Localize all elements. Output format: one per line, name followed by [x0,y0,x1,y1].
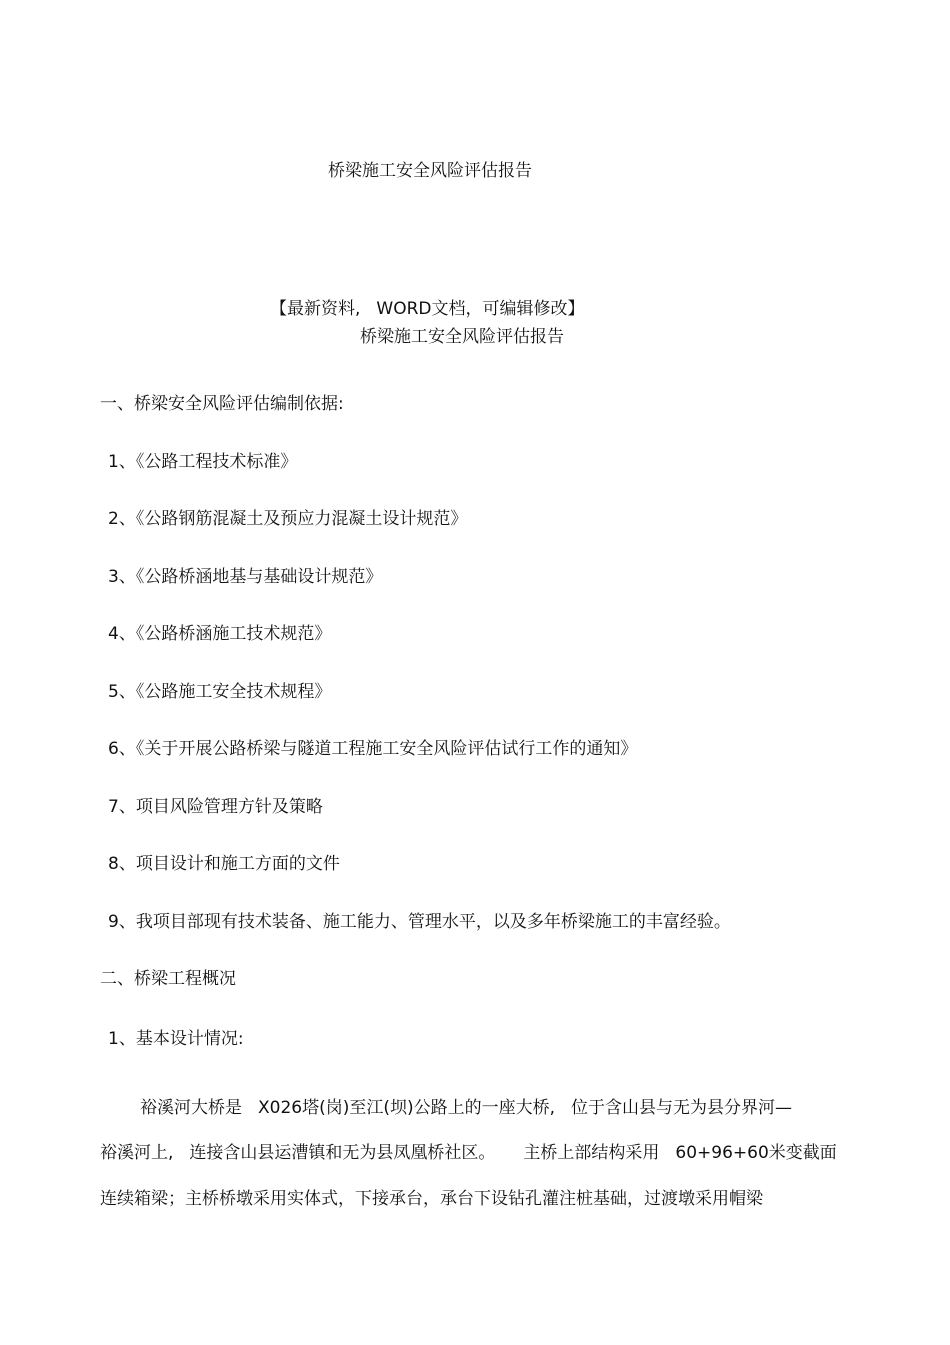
list-item: 4、《公路桥涵施工技术规范》 [108,624,332,644]
paragraph-line [100,1142,837,1164]
banner-text-1: 【最新资料, [270,299,361,319]
banner-note [270,298,585,320]
list-item: 5、《公路施工安全技术规程》 [108,682,332,702]
list-item: 1、《公路工程技术标准》 [108,452,298,472]
para-text: X026塔(岗)至江(坝)公路上的一座大桥, [258,1098,556,1118]
section1-heading: 一、桥梁安全风险评估编制依据: [100,394,344,414]
para-text: 裕溪河大桥是 [140,1098,242,1118]
banner-text-2: 文档，可编辑修改】 [431,299,585,319]
list-item: 2、《公路钢筋混凝土及预应力混凝土设计规范》 [108,509,468,529]
subsection-heading: 1、基本设计情况: [108,1029,244,1049]
document-title: 桥梁施工安全风险评估报告 [360,327,564,347]
paragraph-line: 连续箱梁；主桥桥墩采用实体式，下接承台，承台下设钻孔灌注桩基础，过渡墩采用帽梁 [100,1189,763,1209]
para-text: 位于含山县与无为县分界河— [571,1098,793,1118]
para-text: 裕溪河上, [100,1143,174,1163]
list-item: 3、《公路桥涵地基与基础设计规范》 [108,567,383,587]
para-text: 主桥上部结构采用 [523,1143,660,1163]
para-text: 60+96+60米变截面 [675,1143,837,1163]
banner-word: WORD [376,299,432,319]
cover-title: 桥梁施工安全风险评估报告 [328,161,532,181]
para-text: 连接含山县运漕镇和无为县凤凰桥社区。 [189,1143,496,1163]
list-item: 7、项目风险管理方针及策略 [108,797,323,817]
paragraph-line [140,1097,792,1119]
list-item: 9、我项目部现有技术装备、施工能力、管理水平，以及多年桥梁施工的丰富经验。 [108,912,731,932]
list-item: 6、《关于开展公路桥梁与隧道工程施工安全风险评估试行工作的通知》 [108,739,638,759]
section2-heading: 二、桥梁工程概况 [100,969,236,989]
list-item: 8、项目设计和施工方面的文件 [108,854,340,874]
